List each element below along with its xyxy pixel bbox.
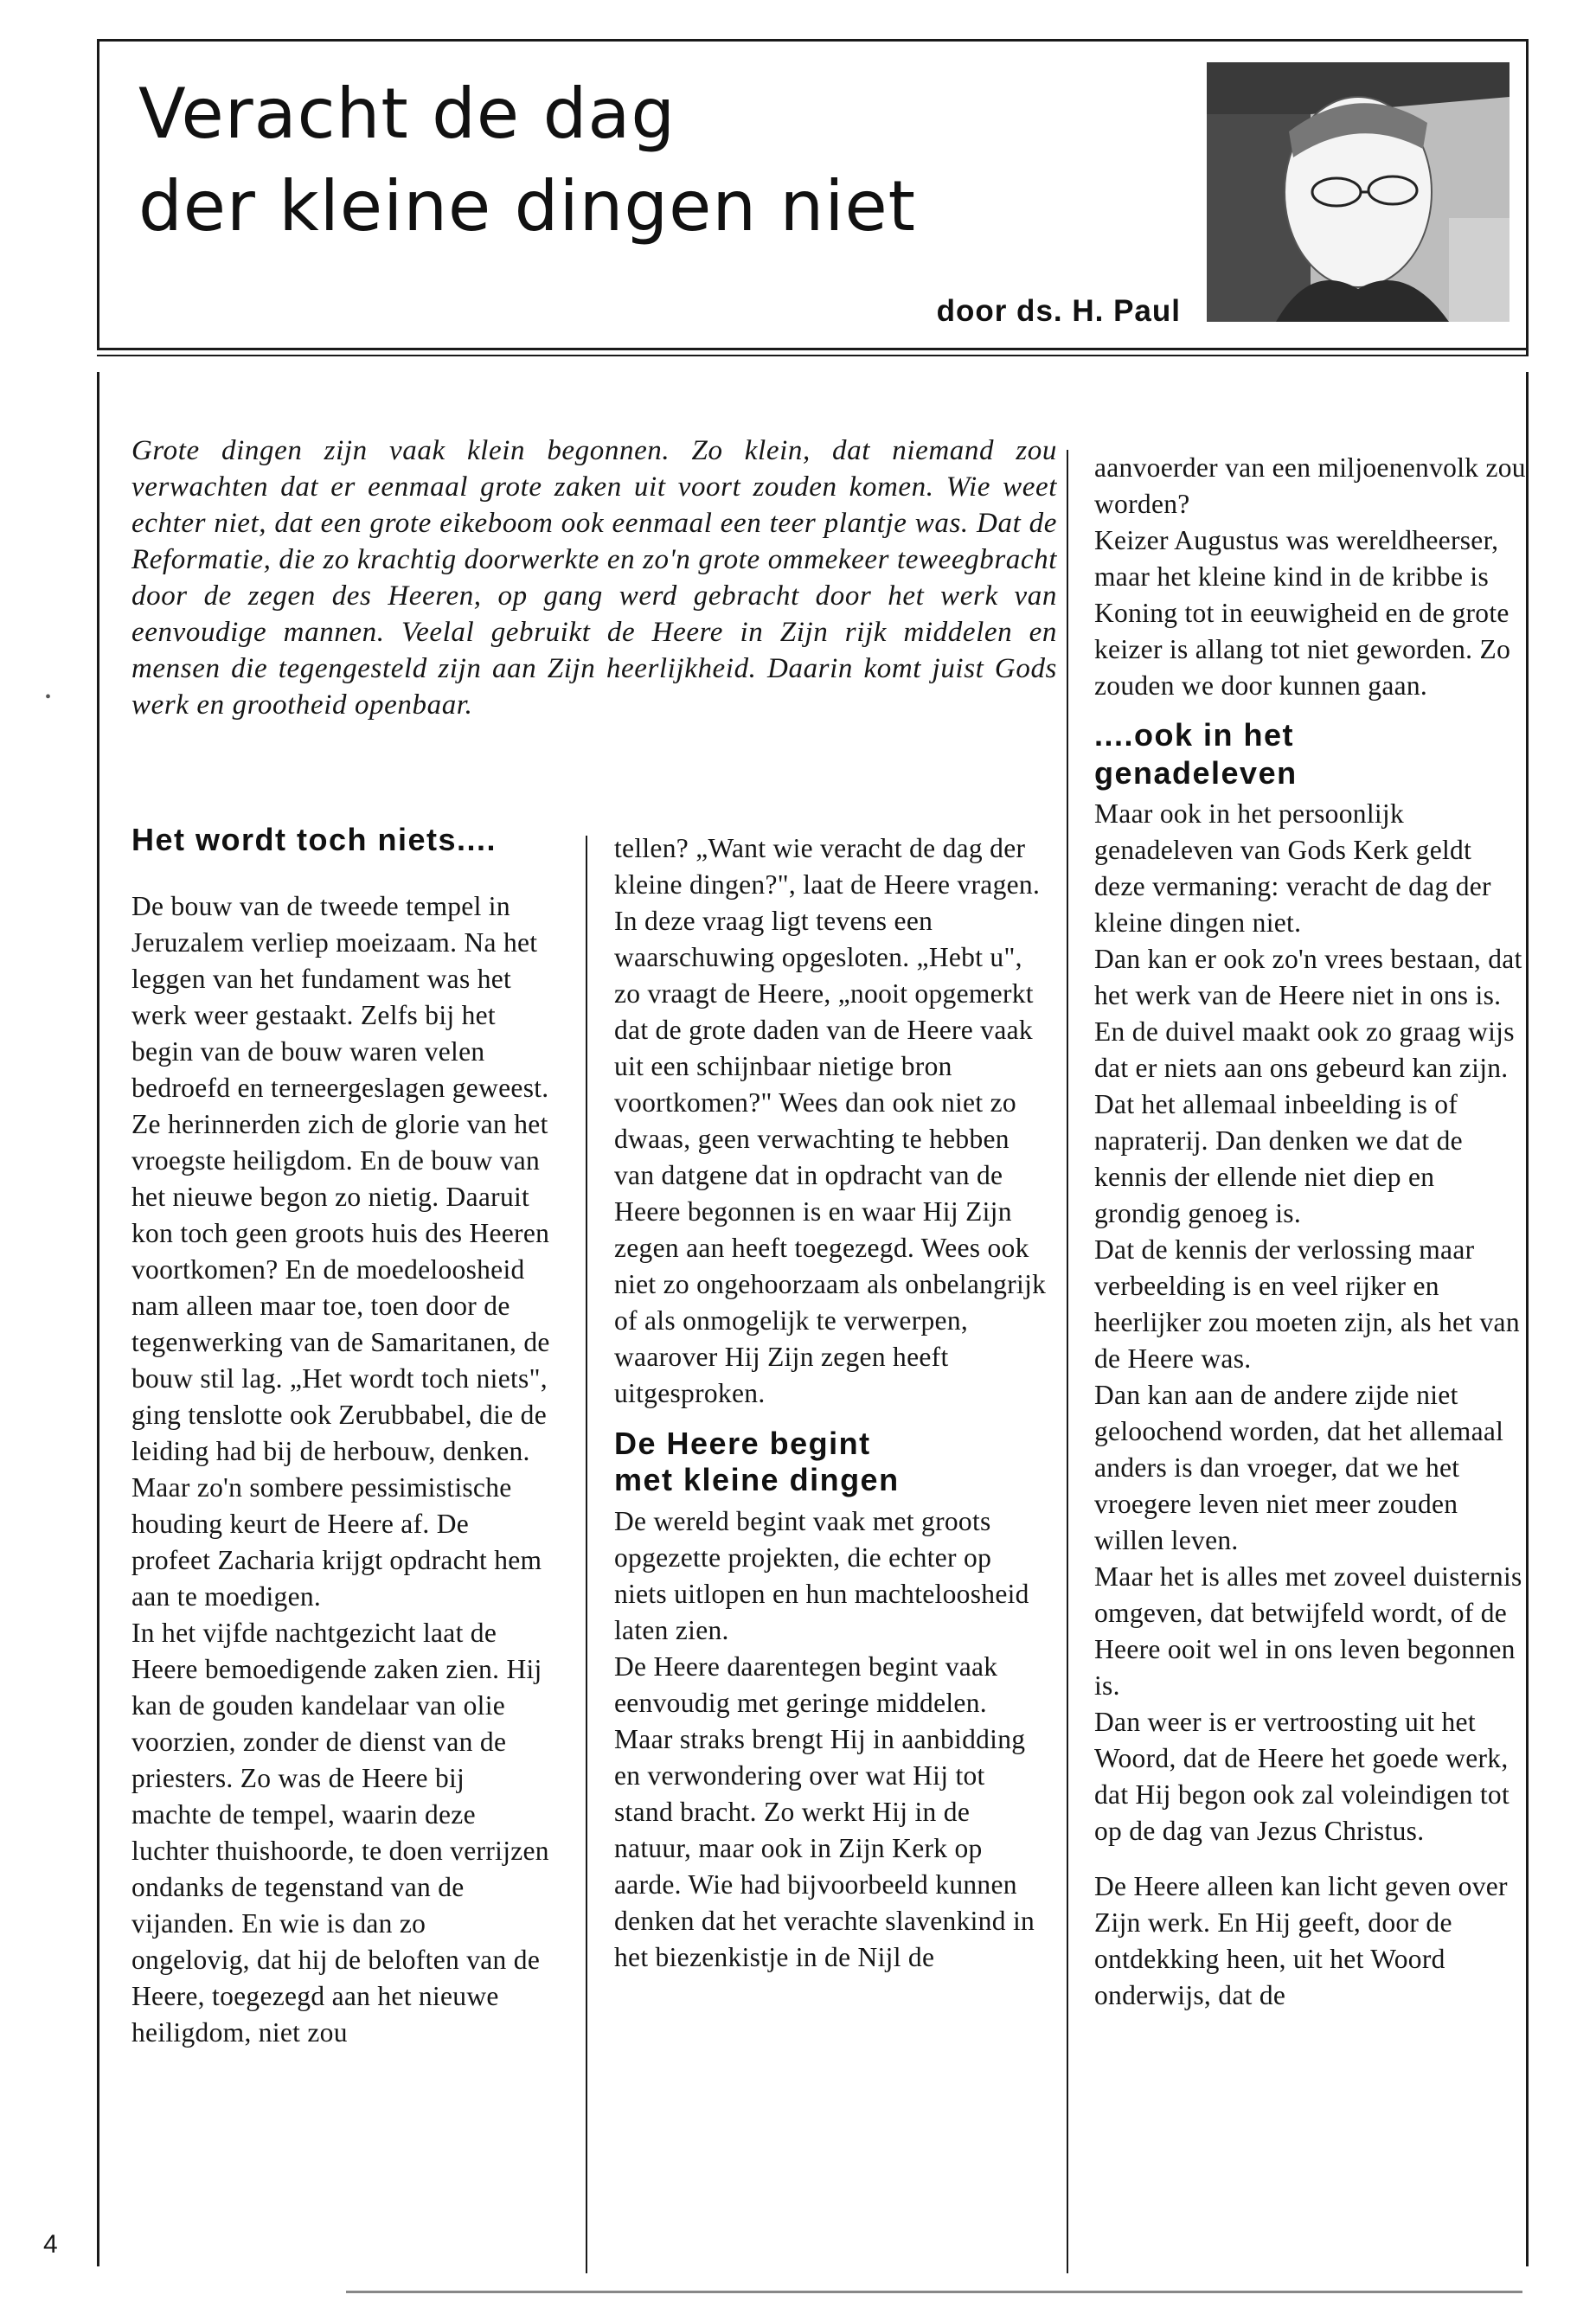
author-photo [1207, 62, 1509, 322]
col3-paragraph: Maar het is alles met zoveel duisternis omgeven, dat betwijfeld wordt, of de Heere ooit wel in ons leven begonnen is. [1094, 1561, 1522, 1701]
col2-paragraph: In deze vraag ligt tevens een waarschuwing opgesloten. „Hebt u", zo vraagt de Heere, „nooit opgemerkt dat de grote daden van de Heere vaak uit een schijnbaar nietige bron voortkomen?" Wees dan ook niet zo dwaas, geen verwachting te hebben van datgene dat in opdracht van de Heere begonnen is en waar Hij Zijn zegen aan heeft toegezegd. Wees ook niet zo ongehoorzaam als onbelangrijk of als onmogelijk te verwerpen, waarover Hij Zijn zegen heeft uitgesproken. [614, 906, 1047, 1408]
col1-paragraph: Maar zo'n sombere pessimistische houding keurt de Heere af. De profeet Zacharia krijgt opdracht hem aan te moedigen. [131, 1472, 542, 1612]
author-byline: door ds. H. Paul [936, 294, 1181, 328]
section-heading-ook-in-het-genadeleven [1094, 716, 1527, 792]
title-line-1: Veracht de dag [138, 74, 676, 154]
section-heading-de-heere-begint [614, 1426, 1047, 1498]
column-1 [131, 822, 551, 2051]
header-frame-bottom [97, 348, 1529, 350]
column-3 [1094, 450, 1527, 2014]
col1-paragraph: In het vijfde nachtgezicht laat de Heere bemoedigende zaken zien. Hij kan de gouden kandelaar van olie voorzien, zonder de dienst van de priesters. Zo was de Heere bij machte de tempel, waarin deze luchter thuishoorde, te doen verrijzen ondanks de tegenstand van de vijanden. En wie is dan zo ongelovig, dat hij de beloften van de Heere, toegezegd aan het nieuwe heiligdom, niet zou [131, 1618, 549, 2048]
col3-paragraph: Dan kan aan de andere zijde niet geloochend worden, dat het allemaal anders is dan vroeger, dat we het vroegere leven niet meer zouden willen leven. [1094, 1380, 1504, 1555]
author-portrait-image [1207, 62, 1509, 322]
col3-paragraph: aanvoerder van een miljoenenvolk zou worden? [1094, 452, 1526, 519]
col3-paragraph: Keizer Augustus was wereldheerser, maar het kleine kind in de kribbe is Koning tot in eeuwigheid en de grote keizer is allang tot niet geworden. Zo zouden we door kunnen gaan. [1094, 525, 1511, 701]
page-frame-bottom [346, 2291, 1522, 2293]
heading-line: genadeleven [1094, 755, 1298, 791]
col3-paragraph: Maar ook in het persoonlijk genadeleven van Gods Kerk geldt deze vermaning: veracht de dag der kleine dingen niet. [1094, 798, 1491, 938]
title-line-2: der kleine dingen niet [138, 166, 917, 247]
heading-line: ....ook in het [1094, 717, 1295, 753]
page-number: 4 [43, 2230, 58, 2259]
intro-paragraph: Grote dingen zijn vaak klein begonnen. Zo klein, dat niemand zou verwachten dat er eenmaal grote zaken uit voort zouden komen. Wie weet echter niet, dat een grote eikeboom ook eenmaal een teer plantje was. Dat de Reformatie, die zo krachtig doorwerkte en zo'n grote ommekeer teweegbracht door de zegen des Heeren, op gang werd gebracht door het werk van eenvoudige mannen. Veelal gebruikt de Heere in Zijn rijk middelen en mensen die tegengesteld zijn aan Zijn heerlijkheid. Daarin komt juist Gods werk en grootheid openbaar. [131, 435, 1057, 721]
column-2 [614, 830, 1047, 1976]
column-divider-2 [1067, 450, 1068, 2273]
header-frame-right [1526, 39, 1529, 356]
col1-paragraph: De bouw van de tweede tempel in Jeruzalem verliep moeizaam. Na het leggen van het fundament was het werk weer gestaakt. Zelfs bij het begin van de bouw waren velen bedroefd en terneergeslagen geweest. Ze herinnerden zich de glorie van het vroegste heiligdom. En de bouw van het nieuwe begon zo nietig. Daaruit kon toch geen groots huis des Heeren voortkomen? En de moedeloosheid nam alleen maar toe, toen door de tegenwerking van de Samaritanen, de bouw stil lag. „Het wordt toch niets", ging tenslotte ook Zerubbabel, die de leiding had bij de herbouw, denken. [131, 891, 550, 1466]
col3-paragraph: Dat de kennis der verlossing maar verbeelding is en veel rijker en heerlijker zou moeten zijn, als het van de Heere was. [1094, 1234, 1520, 1374]
heading-line: met kleine dingen [614, 1462, 900, 1497]
header-frame-top [97, 39, 1529, 42]
col3-paragraph: Dan kan er ook zo'n vrees bestaan, dat het werk van de Heere niet in ons is. En de duivel maakt ook zo graag wijs dat er niets aan ons gebeurd kan zijn. Dat het allemaal inbeelding is of napraterij. Dan denken we dat de kennis der ellende niet diep en grondig genoeg is. [1094, 944, 1522, 1228]
col3-paragraph: De Heere alleen kan licht geven over Zijn werk. En Hij geeft, door de ontdekking heen, uit het Woord onderwijs, dat de [1094, 1871, 1508, 2010]
page-frame-left [97, 372, 99, 2266]
header-frame-left [97, 39, 99, 350]
scan-mark: • [45, 688, 52, 707]
col2-paragraph: De Heere daarentegen begint vaak eenvoudig met geringe middelen. Maar straks brengt Hij in aanbidding en verwondering over wat Hij tot stand bracht. Zo werkt Hij in de natuur, maar ook in Zijn Kerk op aarde. Wie had bijvoorbeeld kunnen denken dat het verachte slavenkind in het biezenkistje in de Nijl de [614, 1651, 1035, 1972]
section-heading-het-wordt-toch-niets: Het wordt toch niets.... [131, 822, 497, 857]
column-divider-1 [586, 836, 587, 2273]
article-title [138, 67, 1176, 253]
col3-paragraph: Dan weer is er vertroosting uit het Woord, dat de Heere het goede werk, dat Hij begon ook zal voleindigen tot op de dag van Jezus Christus. [1094, 1707, 1510, 1846]
heading-line: De Heere begint [614, 1426, 871, 1461]
header-frame-bottom-double [97, 355, 1529, 356]
col2-paragraph: De wereld begint vaak met groots opgezette projekten, die echter op niets uitlopen en hun machteloosheid laten zien. [614, 1506, 1029, 1645]
col2-paragraph: tellen? „Want wie veracht de dag der kleine dingen?", laat de Heere vragen. [614, 833, 1041, 900]
